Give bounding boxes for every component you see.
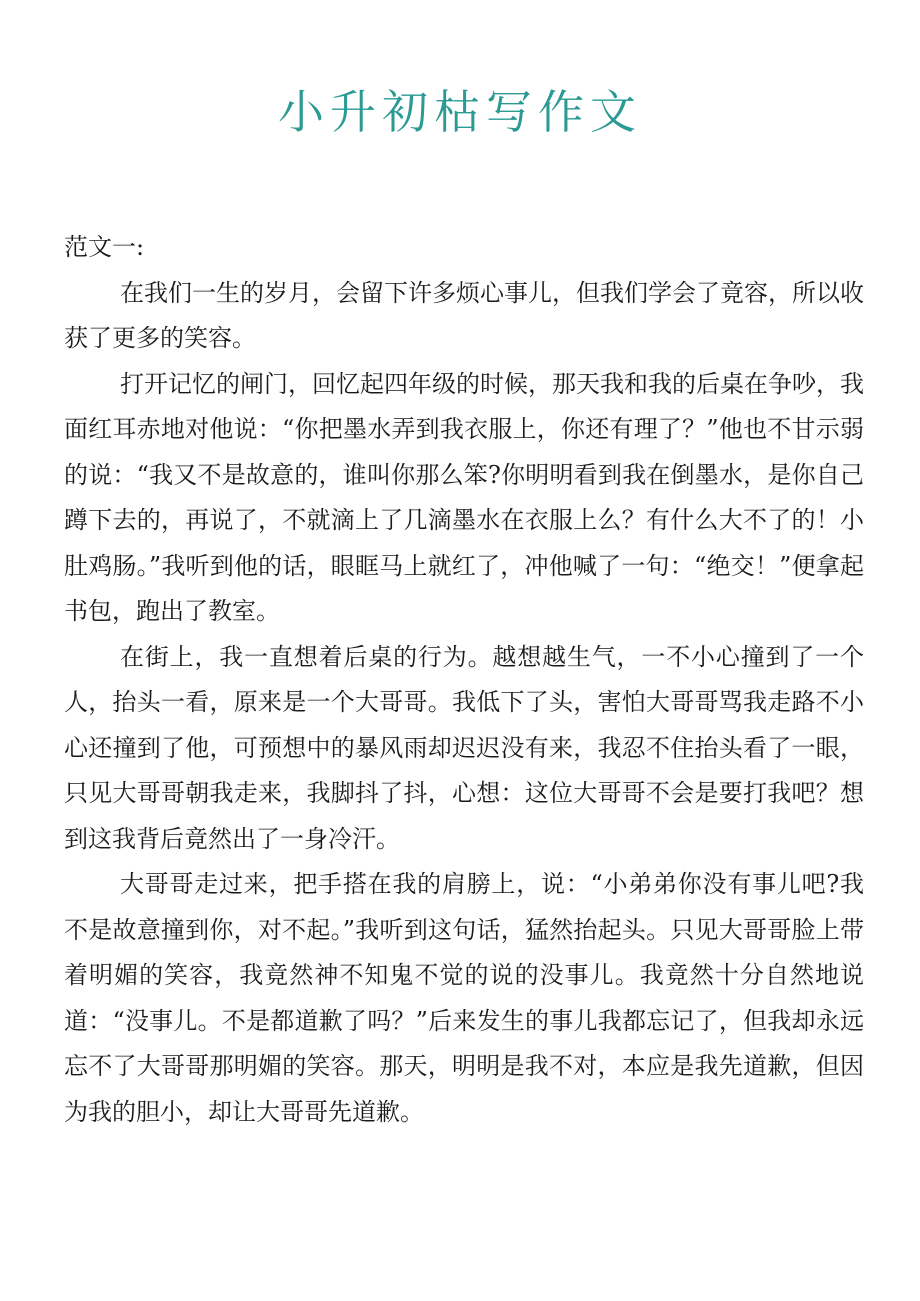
section-label: 范文一: bbox=[64, 233, 145, 261]
document-title: 小升初枯写作文 bbox=[278, 85, 642, 139]
paragraph-2: 打开记忆的闸门，回忆起四年级的时候，那天我和我的后桌在争吵，我面红耳赤地对他说：“你把墨水弄到我衣服上，你还有理了？”他也不甘示弱的说：“我又不是故意的，谁叫你那么笨?你明明看到我在倒墨水，是你自己蹲下去的，再说了，不就滴上了几滴墨水在衣服上么？有什么大不了的！小肚鸡肠。”我听到他的话，眼眶马上就红了，冲他喊了一句：“绝交！”便拿起书包，跑出了教室。 bbox=[64, 369, 864, 625]
paragraph-4: 大哥哥走过来，把手搭在我的肩膀上，说：“小弟弟你没有事儿吧?我不是故意撞到你，对不起。”我听到这句话，猛然抬起头。只见大哥哥脸上带着明媚的笑容，我竟然神不知鬼不觉的说的没事儿。我竟然十分自然地说道：“没事儿。不是都道歉了吗？”后来发生的事儿我都忘记了，但我却永远忘不了大哥哥那明媚的笑容。那天，明明是我不对，本应是我先道歉，但因为我的胆小，却让大哥哥先道歉。 bbox=[64, 870, 864, 1126]
document-body bbox=[64, 225, 864, 1135]
paragraph-3: 在街上，我一直想着后桌的行为。越想越生气，一不小心撞到了一个人，抬头一看，原来是一个大哥哥。我低下了头，害怕大哥哥骂我走路不小心还撞到了他，可预想中的暴风雨却迟迟没有来，我忍不住抬头看了一眼，只见大哥哥朝我走来，我脚抖了抖，心想：这位大哥哥不会是要打我吧？想到这我背后竟然出了一身冷汗。 bbox=[64, 642, 864, 853]
paragraph-1: 在我们一生的岁月，会留下许多烦心事儿，但我们学会了竟容，所以收获了更多的笑容。 bbox=[64, 278, 864, 352]
